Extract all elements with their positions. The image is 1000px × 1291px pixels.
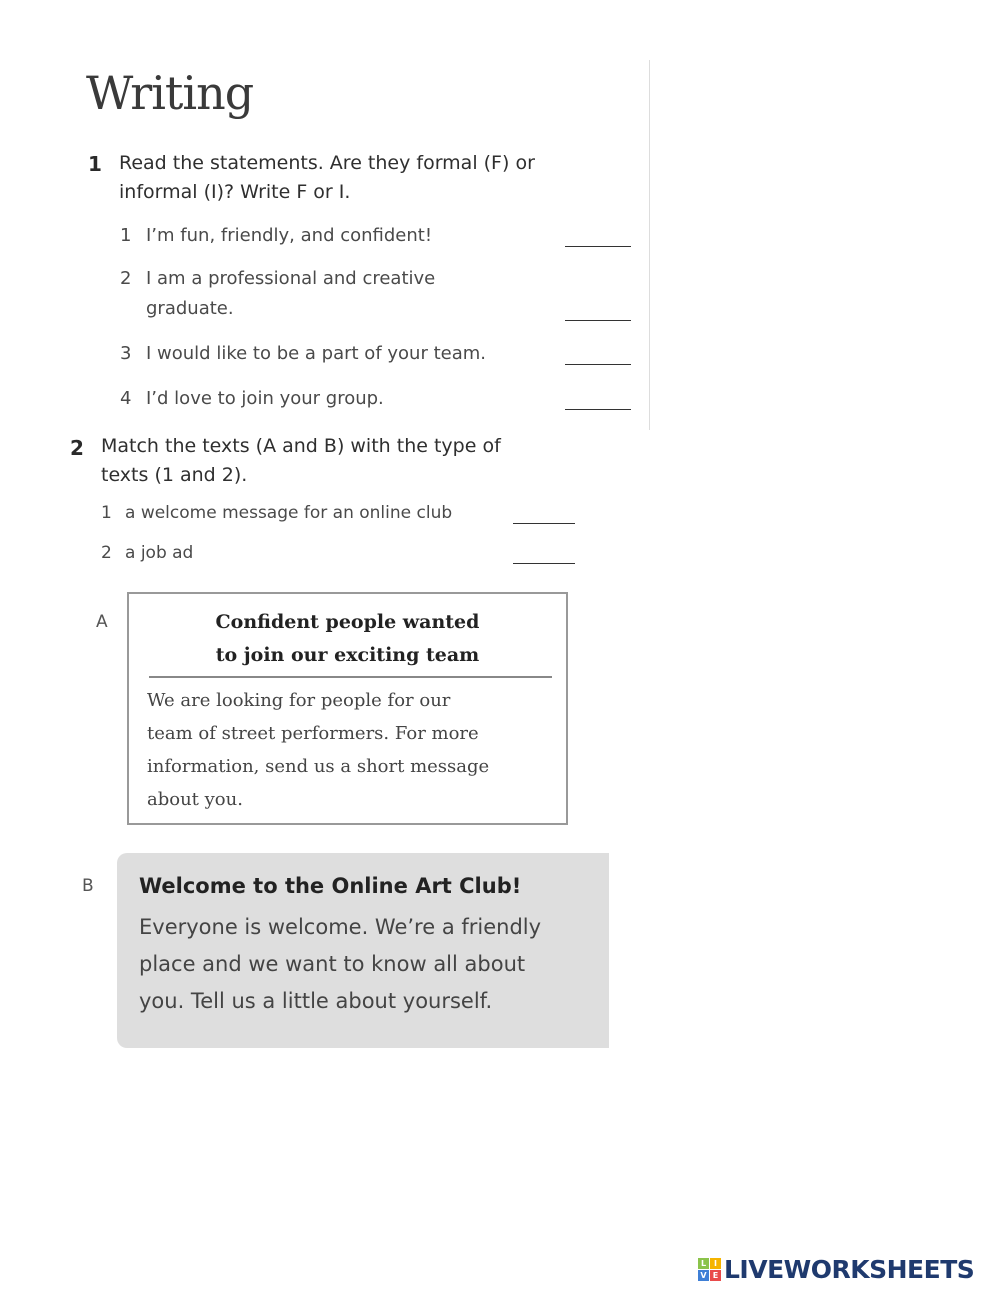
item-text: I am a professional and creative — [146, 268, 436, 289]
item-text: a job ad — [125, 543, 194, 563]
exercise-2-item-1 — [101, 498, 452, 528]
exercise-2-item-2 — [101, 538, 193, 568]
exercise-1-item-2 — [120, 264, 435, 324]
answer-2-2-input[interactable] — [513, 539, 575, 564]
logo-cube: E — [710, 1270, 721, 1281]
text-a-box — [127, 592, 568, 825]
body-line: information, send us a short message — [147, 755, 490, 777]
instruction-line: Read the statements. Are they formal (F) or — [119, 152, 535, 174]
answer-1-3-input[interactable] — [565, 340, 631, 365]
text-a-label: A — [96, 612, 108, 632]
logo-cube: V — [698, 1270, 709, 1281]
logo-cube: I — [710, 1258, 721, 1269]
item-number: 2 — [120, 268, 132, 289]
item-number: 2 — [101, 543, 112, 563]
heading-line: to join our exciting team — [215, 644, 480, 666]
column-divider — [649, 60, 650, 430]
body-line: We are looking for people for our — [147, 689, 451, 711]
instruction-line: Match the texts (A and B) with the type of — [101, 435, 501, 457]
body-line: about you. — [147, 788, 243, 810]
text-a-heading — [129, 606, 566, 672]
logo-cubes-icon — [698, 1258, 721, 1281]
exercise-2-instruction — [101, 432, 501, 490]
answer-1-2-input[interactable] — [565, 296, 631, 321]
instruction-line: texts (1 and 2). — [101, 464, 248, 486]
instruction-line: informal (I)? Write F or I. — [119, 181, 351, 203]
item-text: I would like to be a part of your team. — [146, 343, 486, 364]
text-b-body — [139, 909, 595, 1020]
body-line: Everyone is welcome. We’re a friendly — [139, 915, 542, 939]
item-text: a welcome message for an online club — [125, 503, 453, 523]
text-a-body — [147, 684, 550, 816]
exercise-1-item-4 — [120, 384, 384, 414]
text-b-box — [117, 853, 609, 1048]
item-number: 1 — [101, 503, 112, 523]
item-text: I’m fun, friendly, and confident! — [146, 225, 433, 246]
liveworksheets-logo — [698, 1255, 974, 1284]
exercise-1-item-3 — [120, 339, 486, 369]
heading-divider — [149, 676, 552, 678]
logo-text: LIVEWORKSHEETS — [724, 1255, 975, 1284]
page-title: Writing — [86, 66, 254, 120]
text-b-heading: Welcome to the Online Art Club! — [139, 874, 522, 898]
answer-1-1-input[interactable] — [565, 222, 631, 247]
text-b-label: B — [82, 876, 94, 896]
exercise-1-number: 1 — [88, 152, 102, 176]
item-text: graduate. — [146, 298, 234, 319]
exercise-1-item-1 — [120, 221, 432, 251]
logo-cube: L — [698, 1258, 709, 1269]
exercise-1-instruction — [119, 149, 535, 207]
answer-2-1-input[interactable] — [513, 499, 575, 524]
item-number: 4 — [120, 388, 132, 409]
answer-1-4-input[interactable] — [565, 385, 631, 410]
heading-line: Confident people wanted — [215, 611, 480, 633]
item-number: 3 — [120, 343, 132, 364]
item-number: 1 — [120, 225, 132, 246]
body-line: team of street performers. For more — [147, 722, 479, 744]
exercise-2-number: 2 — [70, 436, 84, 460]
item-text: I’d love to join your group. — [146, 388, 384, 409]
body-line: you. Tell us a little about yourself. — [139, 989, 493, 1013]
body-line: place and we want to know all about — [139, 952, 526, 976]
